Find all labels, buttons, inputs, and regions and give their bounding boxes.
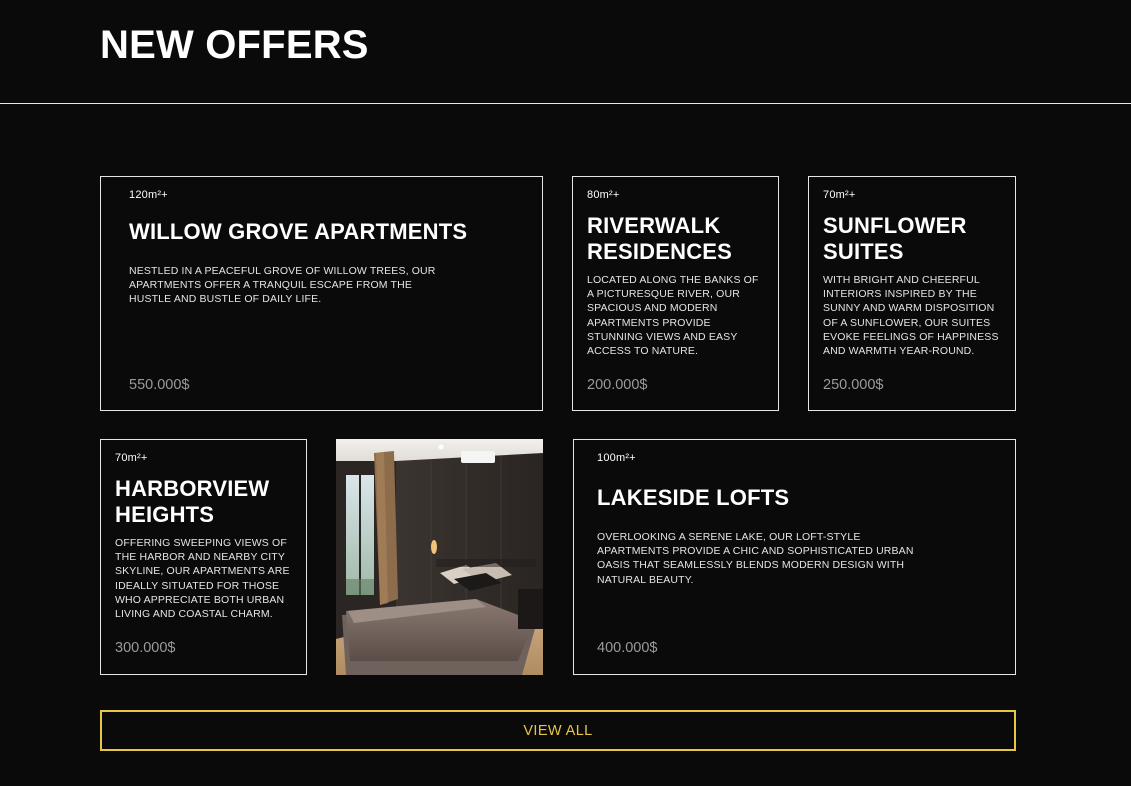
offer-card-lakeside[interactable]	[573, 439, 1016, 675]
offer-price: 550.000$	[129, 377, 190, 393]
offer-area: 80m²+	[587, 189, 620, 201]
offer-description: WITH BRIGHT AND CHEERFUL INTERIORS INSPIRED BY THE SUNNY AND WARM DISPOSITION OF A SUNFLOWER, OUR SUITES EVOKE FEELINGS OF HAPPINESS AND WARMTH YEAR-ROUND.	[823, 274, 999, 358]
bedroom-photo-drawing	[336, 439, 543, 675]
offer-title: SUNFLOWER SUITES	[823, 213, 967, 264]
header-divider	[0, 103, 1131, 104]
bedroom-photo	[336, 439, 543, 675]
offer-card-sunflower[interactable]	[808, 176, 1016, 411]
offer-area: 100m²+	[597, 452, 636, 464]
section-title: NEW OFFERS	[100, 23, 369, 67]
offer-area: 70m²+	[115, 452, 148, 464]
view-all-button[interactable]: VIEW ALL	[100, 710, 1016, 751]
offer-price: 400.000$	[597, 640, 658, 656]
offer-description: LOCATED ALONG THE BANKS OF A PICTURESQUE RIVER, OUR SPACIOUS AND MODERN APARTMENTS PROVIDE STUNNING VIEWS AND EASY ACCESS TO NATURE.	[587, 274, 759, 358]
offer-price: 300.000$	[115, 640, 176, 656]
offer-title: LAKESIDE LOFTS	[597, 485, 790, 510]
offer-title: RIVERWALK RESIDENCES	[587, 213, 733, 264]
offer-card-willow-grove[interactable]	[100, 176, 543, 411]
offer-description: OVERLOOKING A SERENE LAKE, OUR LOFT-STYLE APARTMENTS PROVIDE A CHIC AND SOPHISTICATED URBAN OASIS THAT SEAMLESSLY BLENDS MODERN DESIGN WITH NATURAL BEAUTY.	[597, 531, 914, 586]
offer-card-riverwalk[interactable]	[572, 176, 779, 411]
offer-title: HARBORVIEW HEIGHTS	[115, 476, 270, 527]
offer-description: NESTLED IN A PEACEFUL GROVE OF WILLOW TREES, OUR APARTMENTS OFFER A TRANQUIL ESCAPE FROM THE HUSTLE AND BUSTLE OF DAILY LIFE.	[129, 265, 436, 306]
offer-price: 250.000$	[823, 377, 884, 393]
offer-title: WILLOW GROVE APARTMENTS	[129, 219, 468, 244]
offer-area: 120m²+	[129, 189, 168, 201]
offer-card-harborview[interactable]	[100, 439, 307, 675]
offer-price: 200.000$	[587, 377, 648, 393]
offer-description: OFFERING SWEEPING VIEWS OF THE HARBOR AND NEARBY CITY SKYLINE, OUR APARTMENTS ARE IDEALLY SITUATED FOR THOSE WHO APPRECIATE BOTH URBAN LIVING AND COASTAL CHARM.	[115, 537, 290, 621]
offer-area: 70m²+	[823, 189, 856, 201]
